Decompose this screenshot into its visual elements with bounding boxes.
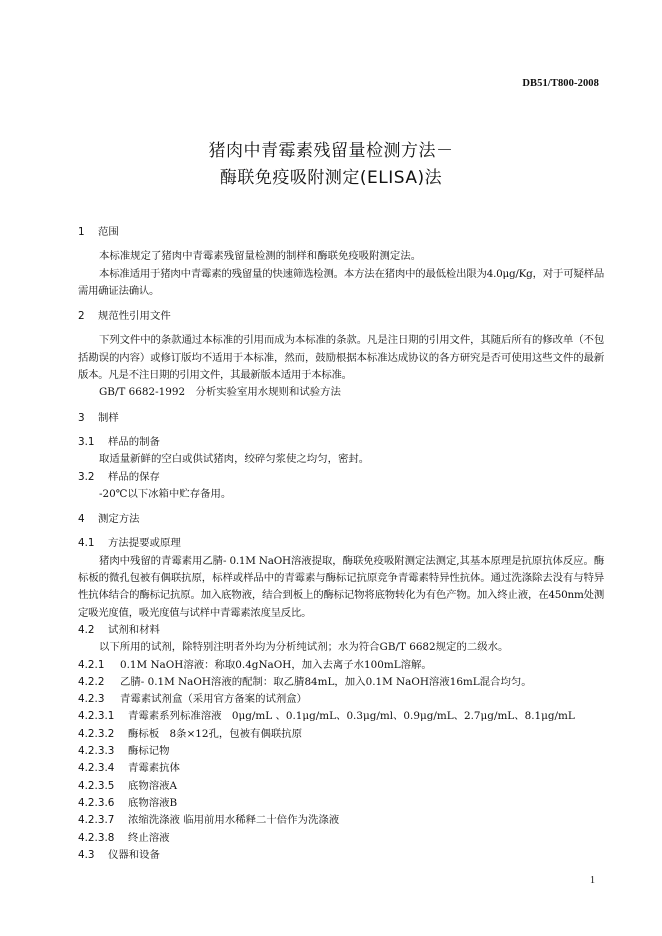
subsection-number: 4.3 — [78, 848, 95, 861]
section-heading-normative-references — [78, 308, 604, 325]
subsection-title: 样品的保存 — [108, 470, 160, 483]
item-number: 4.2.1 — [78, 658, 105, 671]
item-number: 4.2.2 — [78, 675, 105, 688]
list-item — [78, 674, 604, 691]
item-text: 底物溶液B — [128, 796, 178, 809]
subsection-title: 仪器和设备 — [108, 848, 160, 861]
list-subitem — [78, 812, 604, 829]
subsection-title: 样品的制备 — [108, 435, 160, 448]
subsection-title: 方法提要或原理 — [108, 537, 181, 550]
subsection-title: 试剂和材料 — [108, 623, 160, 636]
item-text: 青霉素试剂盒（采用官方备案的试剂盒） — [120, 693, 308, 706]
list-subitem — [78, 726, 604, 743]
section-number: 1 — [78, 226, 85, 238]
list-subitem — [78, 830, 604, 847]
document-body — [78, 216, 604, 864]
section-number: 3 — [78, 411, 85, 424]
subsection-heading — [78, 847, 604, 864]
document-title-line-1: 猪肉中青霉素残留量检测方法－ — [208, 141, 454, 161]
document-code: DB51/T800-2008 — [522, 78, 599, 89]
item-text: 底物溶液A — [128, 779, 178, 792]
section-title: 范围 — [98, 226, 119, 238]
paragraph: -20℃以下冰箱中贮存备用。 — [99, 487, 232, 500]
item-number: 4.2.3.5 — [78, 779, 115, 792]
item-text: 青霉素系列标准溶液 0μg/mL 、0.1μg/mL、0.3μg/ml、0.9μg/mL、2.7μg/mL、8.1μg/mL — [128, 710, 575, 723]
subsection-heading — [78, 622, 604, 639]
subsection-number: 3.2 — [78, 470, 95, 483]
document-title-line-2: 酶联免疫吸附测定(ELISA)法 — [219, 168, 443, 188]
item-text: 乙腈- 0.1M NaOH溶液的配制：取乙腈84mL，加入0.1M NaOH溶液16mL混合均匀。 — [120, 675, 532, 688]
subsection-number: 4.2 — [78, 623, 95, 636]
item-number: 4.2.3 — [78, 693, 105, 706]
item-number: 4.2.3.8 — [78, 831, 115, 844]
item-text: 0.1M NaOH溶液：称取0.4gNaOH，加入去离子水100mL溶解。 — [120, 658, 432, 671]
item-number: 4.2.3.3 — [78, 745, 115, 758]
section-heading-scope — [78, 224, 604, 241]
list-item — [78, 691, 604, 708]
paragraph: 本标准适用于猪肉中青霉素的残留量的快速筛选检测。本方法在猪肉中的最低检出限为4.0μg/Kg，对于可疑样品需用确证法确认。 — [78, 267, 604, 297]
list-subitem — [78, 743, 604, 760]
section-heading-sample-preparation — [78, 410, 604, 427]
item-text: 浓缩洗涤液 临用前用水稀释二十倍作为洗涤液 — [128, 814, 340, 827]
list-item — [78, 657, 604, 674]
subsection-number: 4.1 — [78, 537, 95, 550]
list-subitem — [78, 778, 604, 795]
item-number: 4.2.3.4 — [78, 762, 115, 775]
paragraph: 下列文件中的条款通过本标准的引用而成为本标准的条款。凡是注日期的引用文件，其随后所有的修改单（不包括勘误的内容）或修订版均不适用于本标准，然而，鼓励根据本标准达成协议的各方研究是否可使用这些文件的最新版本。凡是不注日期的引用文件，其最新版本适用于本标准。 — [78, 334, 604, 382]
section-title: 测定方法 — [98, 513, 140, 526]
paragraph: 猪肉中残留的青霉素用乙腈- 0.1M NaOH溶液提取，酶联免疫吸附测定法测定,其基本原理是抗原抗体反应。酶标板的微孔包被有偶联抗原，标样或样品中的青霉素与酶标记抗原竞争青霉素特异性抗体。通过洗涤除去没有与特异性抗体结合的酶标记抗原。加入底物液，结合到板上的酶标记物将底物转化为有色产物。加入终止液，在450nm处测定吸光度值，吸光度值与试样中青霉素浓度呈反比。 — [78, 554, 604, 619]
page-number: 1 — [590, 875, 595, 886]
section-title: 规范性引用文件 — [98, 310, 171, 323]
section-number: 4 — [78, 513, 85, 526]
subsection-heading — [78, 535, 604, 552]
paragraph: 取适量新鲜的空白或供试猪肉，绞碎匀浆使之均匀，密封。 — [99, 453, 370, 466]
section-title: 制样 — [98, 411, 119, 424]
item-text: 酶标记物 — [128, 745, 170, 758]
list-subitem — [78, 760, 604, 777]
item-text: 青霉素抗体 — [128, 762, 180, 775]
item-number: 4.2.3.7 — [78, 814, 115, 827]
list-subitem — [78, 708, 604, 725]
subsection-number: 3.1 — [78, 435, 95, 448]
item-number: 4.2.3.6 — [78, 796, 115, 809]
subsection-heading — [78, 434, 604, 451]
item-text: 终止溶液 — [128, 831, 170, 844]
section-heading-test-method — [78, 511, 604, 528]
item-text: 酶标板 8条×12孔，包被有偶联抗原 — [128, 727, 303, 740]
item-number: 4.2.3.2 — [78, 727, 115, 740]
paragraph: 本标准规定了猪肉中青霉素残留量检测的制样和酶联免疫吸附测定法。 — [99, 250, 422, 263]
list-subitem — [78, 795, 604, 812]
item-number: 4.2.3.1 — [78, 710, 115, 723]
section-number: 2 — [78, 310, 85, 323]
subsection-heading — [78, 469, 604, 486]
reference-standard: GB/T 6682-1992 分析实验室用水规则和试验方法 — [99, 386, 341, 399]
paragraph: 以下所用的试剂，除特别注明者外均为分析纯试剂；水为符合GB/T 6682规定的二级水。 — [99, 641, 509, 654]
